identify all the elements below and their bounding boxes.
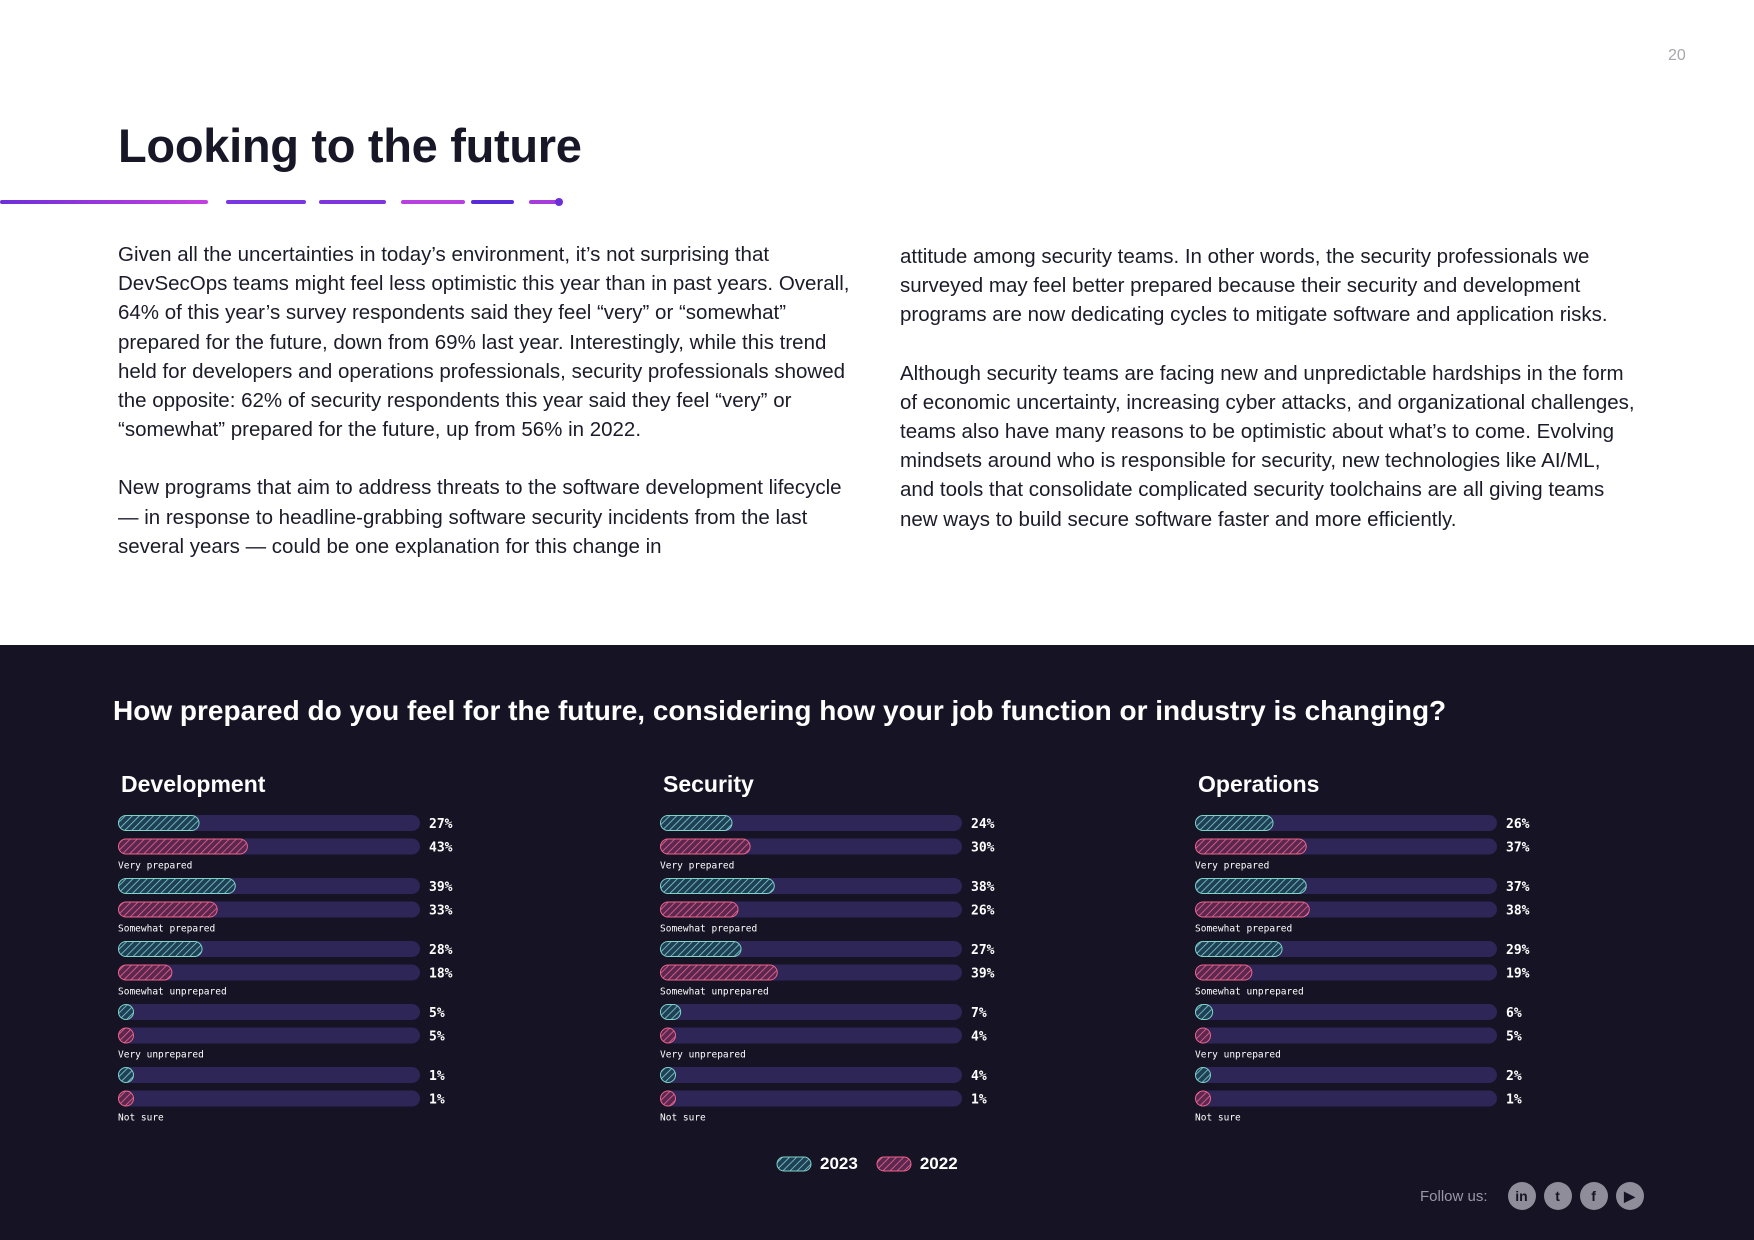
value-label: 33% bbox=[429, 903, 453, 919]
bar-operations-2023-4 bbox=[1196, 1068, 1211, 1083]
bar-security-2022-3 bbox=[661, 1028, 676, 1043]
bar-development-2023-3 bbox=[119, 1005, 134, 1020]
youtube-icon[interactable]: ▶ bbox=[1616, 1182, 1644, 1210]
paragraph: Although security teams are facing new and unpredictable hardships in the form of economic uncertainty, increasing cyber attacks, and organizational challenges, teams also have many reasons to be optimistic about what’s to come. Evolving mindsets around who is responsible for security, new technologies like AI/ML, and tools that consolidate complicated security toolchains are all giving teams new ways to build secure software faster and more efficiently. bbox=[900, 361, 1635, 531]
bar-track bbox=[118, 1067, 420, 1083]
bar-track bbox=[660, 1067, 962, 1083]
page-number: 20 bbox=[1668, 47, 1686, 64]
category-label: Not sure bbox=[118, 1112, 164, 1124]
category-label: Very prepared bbox=[660, 860, 735, 872]
category-label: Not sure bbox=[660, 1112, 706, 1124]
value-label: 1% bbox=[1506, 1092, 1522, 1108]
value-label: 5% bbox=[1506, 1029, 1522, 1045]
value-label: 38% bbox=[1506, 903, 1530, 919]
bar-development-2023-2 bbox=[119, 942, 203, 957]
value-label: 26% bbox=[1506, 817, 1530, 832]
value-label: 30% bbox=[971, 840, 995, 856]
category-label: Somewhat unprepared bbox=[1195, 986, 1304, 998]
legend-swatch-2022 bbox=[876, 1156, 912, 1172]
legend-item-2023 bbox=[776, 1154, 858, 1174]
category-label: Very prepared bbox=[118, 860, 193, 872]
page-title: Looking to the future bbox=[118, 119, 582, 172]
bar-security-2023-3 bbox=[661, 1005, 681, 1020]
bar-development-2022-3 bbox=[119, 1028, 134, 1043]
bar-security-2023-0 bbox=[661, 816, 732, 831]
value-label: 2% bbox=[1506, 1069, 1522, 1084]
value-label: 19% bbox=[1506, 966, 1530, 982]
value-label: 1% bbox=[429, 1069, 445, 1084]
category-label: Somewhat unprepared bbox=[118, 986, 227, 998]
paragraph: New programs that aim to address threats to the software development lifecycle — in response to headline-grabbing software security incidents from the last several years — could be one explanation for this change in bbox=[118, 476, 842, 558]
facebook-icon[interactable]: f bbox=[1580, 1182, 1608, 1210]
bar-operations-2023-3 bbox=[1196, 1005, 1213, 1020]
bar-track bbox=[118, 1028, 420, 1044]
bar-development-2023-1 bbox=[119, 879, 236, 894]
bar-operations-2023-0 bbox=[1196, 816, 1274, 831]
follow-us bbox=[1420, 1182, 1644, 1210]
bar-security-2022-4 bbox=[661, 1091, 676, 1106]
paragraph: Given all the uncertainties in today’s environment, it’s not surprising that DevSecOps teams might feel less optimistic this year than in past years. Overall, 64% of this year’s survey respondents said they feel “very” or “somewhat” prepared for the future, down from 69% last year. Interestingly, while this trend held for developers and operations professionals, security professionals showed the opposite: 62% of security respondents this year said they feel “very” or “somewhat” prepared for the future, up from 56% in 2022. bbox=[118, 243, 850, 442]
panel-title-security: Security bbox=[663, 771, 754, 797]
bar-operations-2022-3 bbox=[1196, 1028, 1211, 1043]
value-label: 27% bbox=[971, 943, 995, 958]
value-label: 6% bbox=[1506, 1006, 1522, 1021]
value-label: 39% bbox=[429, 880, 453, 895]
bar-security-2023-2 bbox=[661, 942, 742, 957]
category-label: Somewhat unprepared bbox=[660, 986, 769, 998]
linkedin-icon[interactable]: in bbox=[1508, 1182, 1536, 1210]
follow-label: Follow us: bbox=[1420, 1187, 1488, 1205]
bar-operations-2022-1 bbox=[1196, 902, 1310, 917]
legend-item-2022 bbox=[876, 1154, 958, 1174]
chart-legend bbox=[776, 1154, 976, 1174]
bar-track bbox=[1195, 1067, 1497, 1083]
category-label: Very unprepared bbox=[118, 1049, 204, 1061]
bar-security-2023-1 bbox=[661, 879, 775, 894]
category-label: Somewhat prepared bbox=[660, 923, 758, 935]
category-label: Somewhat prepared bbox=[1195, 923, 1293, 935]
bar-security-2022-1 bbox=[661, 902, 739, 917]
bar-track bbox=[118, 1004, 420, 1020]
bar-development-2022-4 bbox=[119, 1091, 134, 1106]
category-label: Very prepared bbox=[1195, 860, 1270, 872]
panel-title-operations: Operations bbox=[1198, 771, 1320, 797]
twitter-icon[interactable]: t bbox=[1544, 1182, 1572, 1210]
value-label: 28% bbox=[429, 943, 453, 958]
bar-track bbox=[660, 1091, 962, 1107]
panel-title-development: Development bbox=[121, 771, 266, 797]
value-label: 1% bbox=[429, 1092, 445, 1108]
bar-operations-2022-4 bbox=[1196, 1091, 1211, 1106]
bar-track bbox=[1195, 1091, 1497, 1107]
value-label: 43% bbox=[429, 840, 453, 856]
value-label: 7% bbox=[971, 1006, 987, 1021]
value-label: 4% bbox=[971, 1029, 987, 1045]
legend-swatch-2023 bbox=[776, 1156, 812, 1172]
value-label: 4% bbox=[971, 1069, 987, 1084]
value-label: 27% bbox=[429, 817, 453, 832]
bar-operations-2022-0 bbox=[1196, 839, 1307, 854]
value-label: 38% bbox=[971, 880, 995, 895]
category-label: Somewhat prepared bbox=[118, 923, 216, 935]
value-label: 1% bbox=[971, 1092, 987, 1108]
value-label: 5% bbox=[429, 1029, 445, 1045]
bar-operations-2023-2 bbox=[1196, 942, 1283, 957]
legend-label-2022: 2022 bbox=[919, 1154, 958, 1173]
bar-development-2023-4 bbox=[119, 1068, 134, 1083]
category-label: Very unprepared bbox=[1195, 1049, 1281, 1061]
value-label: 37% bbox=[1506, 840, 1530, 856]
category-label: Very unprepared bbox=[660, 1049, 746, 1061]
value-label: 29% bbox=[1506, 943, 1530, 958]
chart-title: How prepared do you feel for the future, considering how your job function or industry is changing? bbox=[113, 695, 1447, 726]
bar-operations-2023-1 bbox=[1196, 879, 1307, 894]
bar-track bbox=[1195, 1004, 1497, 1020]
bar-development-2022-0 bbox=[119, 839, 248, 854]
bar-track bbox=[1195, 1028, 1497, 1044]
category-label: Not sure bbox=[1195, 1112, 1241, 1124]
bar-security-2022-0 bbox=[661, 839, 751, 854]
value-label: 39% bbox=[971, 966, 995, 982]
bar-development-2022-2 bbox=[119, 965, 172, 980]
value-label: 18% bbox=[429, 966, 453, 982]
bar-track bbox=[118, 1091, 420, 1107]
bar-track bbox=[660, 1004, 962, 1020]
bar-operations-2022-2 bbox=[1196, 965, 1252, 980]
value-label: 26% bbox=[971, 903, 995, 919]
value-label: 5% bbox=[429, 1006, 445, 1021]
bar-security-2023-4 bbox=[661, 1068, 676, 1083]
bar-track bbox=[660, 1028, 962, 1044]
bar-development-2023-0 bbox=[119, 816, 200, 831]
bar-development-2022-1 bbox=[119, 902, 218, 917]
value-label: 37% bbox=[1506, 880, 1530, 895]
value-label: 24% bbox=[971, 817, 995, 832]
legend-label-2023: 2023 bbox=[820, 1154, 858, 1173]
paragraph: attitude among security teams. In other words, the security professionals we surveyed may feel better prepared because their security and development programs are now dedicating cycles to mitigate software and application risks. bbox=[900, 245, 1608, 327]
bar-security-2022-2 bbox=[661, 965, 778, 980]
